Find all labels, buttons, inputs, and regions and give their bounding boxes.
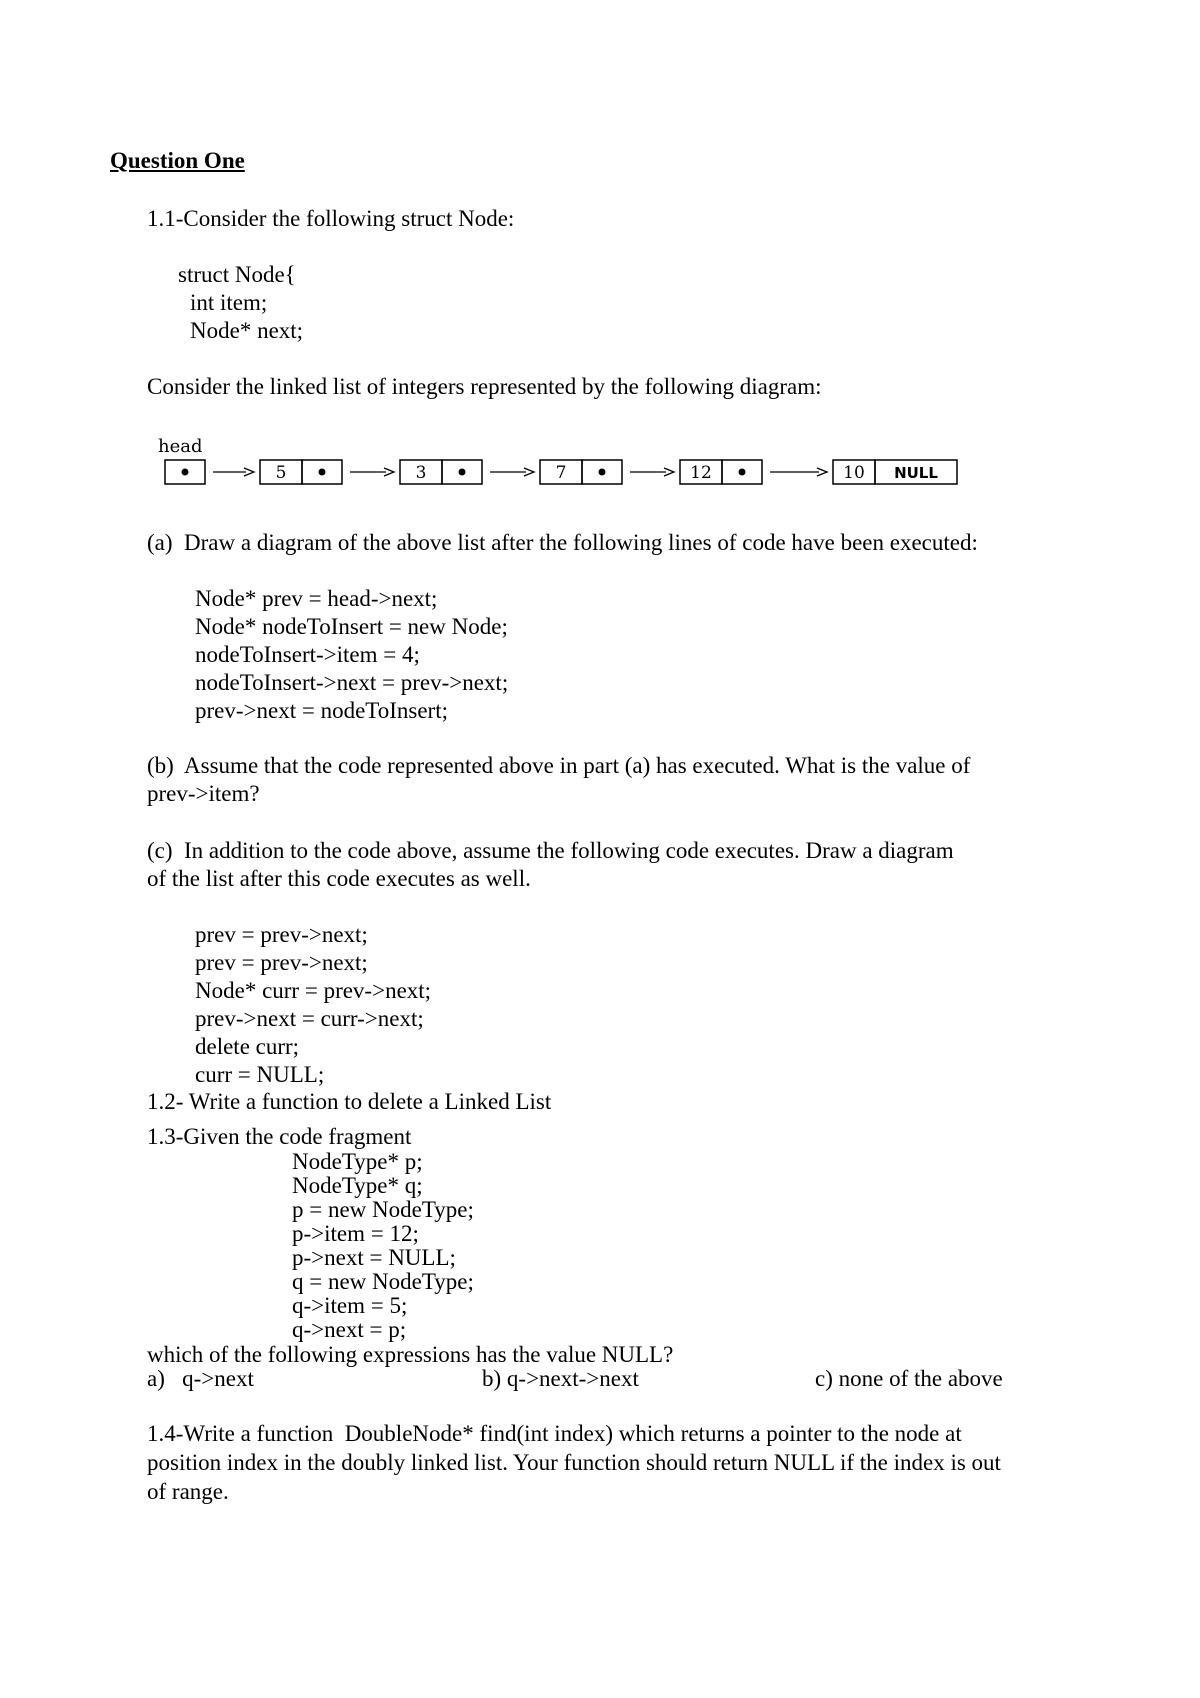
linked-list-diagram [150,428,990,488]
list-intro: Consider the linked list of integers represented by the following diagram: [147,374,822,399]
q1-3-intro: 1.3-Given the code fragment [147,1124,412,1149]
part-b-line1: (b) Assume that the code represented above in part (a) has executed. What is the value of [147,753,971,778]
struct-code-line: Node* next; [190,318,304,343]
part-c-code-line: prev->next = curr->next; [195,1006,424,1031]
part-a-code-line: nodeToInsert->next = prev->next; [195,670,509,695]
q1-3-question: which of the following expressions has the value NULL? [147,1342,674,1367]
q1-3-code-line: NodeType* q; [292,1173,423,1198]
part-c-code-line: curr = NULL; [195,1062,325,1087]
part-c-code-line: delete curr; [195,1034,300,1059]
part-a-code-line: Node* prev = head->next; [195,586,438,611]
q1-3-code-line: q->item = 5; [292,1293,408,1318]
q1-3-code-line: p->item = 12; [292,1221,419,1246]
part-c-code-line: prev = prev->next; [195,922,368,947]
option-c: c) none of the above [815,1366,1003,1391]
node-value: 3 [415,463,427,483]
part-c-code-line: prev = prev->next; [195,950,368,975]
node-value: 12 [690,463,712,483]
q1-3-code-line: NodeType* p; [292,1149,423,1174]
struct-code-line: int item; [190,290,268,315]
q1-3-code-line: q->next = p; [292,1317,407,1342]
question-heading: Question One [110,148,245,173]
struct-code-line: struct Node{ [178,262,296,287]
option-b: b) q->next->next [482,1366,639,1391]
q1-4-line3: of range. [147,1479,229,1504]
q1-1-intro: 1.1-Consider the following struct Node: [147,206,515,231]
part-c-line2: of the list after this code executes as well. [147,866,531,891]
pointer-dot [319,469,326,476]
q1-4-line2: position index in the doubly linked list. Your function should return NULL if the index is out [147,1450,1001,1475]
q1-4-line1: 1.4-Write a function DoubleNode* find(int index) which returns a pointer to the node at [147,1421,962,1446]
null-label: NULL [894,464,938,482]
node-value: 10 [843,463,865,483]
pointer-dot [459,469,466,476]
pointer-dot [599,469,606,476]
part-a-prompt: (a) Draw a diagram of the above list after the following lines of code have been executed: [147,530,978,555]
option-a: a) q->next [147,1366,254,1391]
part-b-line2: prev->item? [147,781,260,806]
q1-3-code-line: p = new NodeType; [292,1197,474,1222]
q1-3-code-line: p->next = NULL; [292,1245,456,1270]
q1-2: 1.2- Write a function to delete a Linked List [147,1089,552,1114]
pointer-dot [739,469,746,476]
node-value: 7 [555,463,567,483]
pointer-dot [182,469,189,476]
part-c-line1: (c) In addition to the code above, assume the following code executes. Draw a diagram [147,838,954,863]
part-a-code-line: Node* nodeToInsert = new Node; [195,614,508,639]
part-a-code-line: prev->next = nodeToInsert; [195,698,448,723]
part-c-code-line: Node* curr = prev->next; [195,978,432,1003]
head-label: head [158,436,203,457]
node-value: 5 [275,463,287,483]
part-a-code-line: nodeToInsert->item = 4; [195,642,420,667]
q1-3-code-line: q = new NodeType; [292,1269,474,1294]
